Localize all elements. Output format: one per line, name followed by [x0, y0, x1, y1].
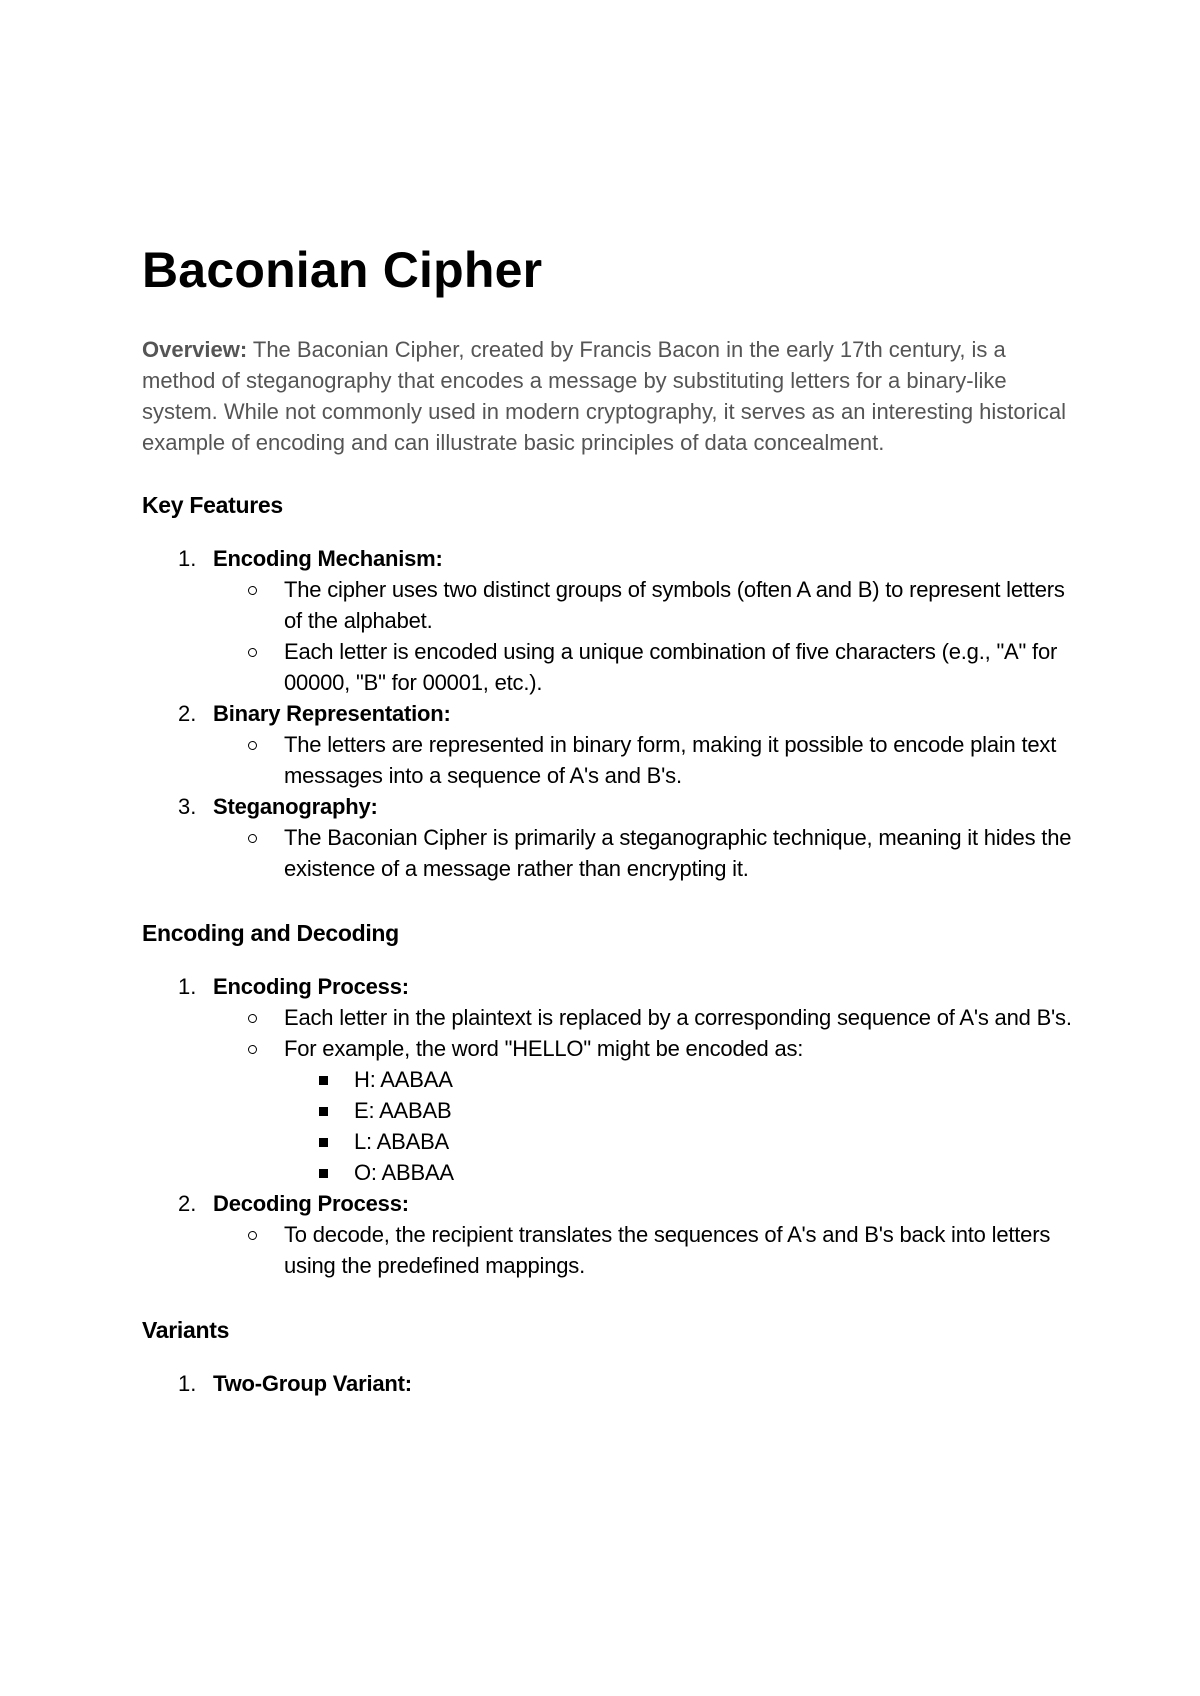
sub-list-item-text: To decode, the recipient translates the sequences of A's and B's back into letters using the predefined mappings. — [284, 1222, 1051, 1278]
list-number: 1. — [178, 546, 197, 571]
nested-list-item — [213, 1126, 1072, 1157]
sub-list — [213, 822, 1072, 884]
sub-list-item — [213, 636, 1072, 698]
hollow-circle-bullet-icon — [248, 834, 257, 843]
list-number: 3. — [178, 794, 197, 819]
section-heading: Variants — [142, 1317, 230, 1343]
list-item — [142, 698, 1072, 791]
list-item — [142, 1368, 1072, 1399]
section-heading: Key Features — [142, 492, 283, 518]
hollow-circle-bullet-icon — [248, 1231, 257, 1240]
list-number: 2. — [178, 1191, 197, 1216]
list-number: 2. — [178, 701, 197, 726]
square-bullet-icon — [319, 1107, 328, 1116]
sub-list-item-text: For example, the word "HELLO" might be encoded as: — [284, 1036, 804, 1061]
document-content — [142, 236, 1072, 1399]
sub-list-item-text: The Baconian Cipher is primarily a steganographic technique, meaning it hides the existence of a message rather than encrypting it. — [284, 825, 1072, 881]
sub-list — [213, 729, 1072, 791]
list-item-title: Two-Group Variant: — [213, 1371, 412, 1396]
sub-list-item — [213, 574, 1072, 636]
list-item-title: Encoding Process: — [213, 974, 409, 999]
nested-list-item — [213, 1157, 1072, 1188]
hollow-circle-bullet-icon — [248, 1014, 257, 1023]
sub-list — [213, 1002, 1072, 1188]
nested-sub-list — [284, 1064, 1072, 1188]
nested-list-item-text: H: AABAA — [354, 1067, 453, 1092]
sub-list-item — [213, 822, 1072, 884]
nested-list-item-text: O: ABBAA — [354, 1160, 454, 1185]
square-bullet-icon — [319, 1138, 328, 1147]
list-item-title: Steganography: — [213, 794, 378, 819]
sub-list-item — [213, 729, 1072, 791]
list-item — [142, 1188, 1072, 1281]
sub-list — [213, 1219, 1072, 1281]
hollow-circle-bullet-icon — [248, 1045, 257, 1054]
overview-paragraph — [142, 334, 1072, 458]
list-number: 1. — [178, 974, 197, 999]
numbered-list — [142, 971, 1072, 1281]
sub-list-item-text: The cipher uses two distinct groups of symbols (often A and B) to represent letters of the alphabet. — [284, 577, 1065, 633]
nested-list-item-text: E: AABAB — [354, 1098, 452, 1123]
sub-list-item — [213, 1219, 1072, 1281]
overview-text: The Baconian Cipher, created by Francis Bacon in the early 17th century, is a method of steganography that encodes a message by substituting letters for a binary-like system. While not commonly used in modern cryptography, it serves as an interesting historical example of encoding and can illustrate basic principles of data concealment. — [142, 337, 1066, 455]
numbered-list — [142, 543, 1072, 884]
sections-container — [142, 490, 1072, 1399]
hollow-circle-bullet-icon — [248, 741, 257, 750]
section-heading: Encoding and Decoding — [142, 920, 399, 946]
numbered-list — [142, 1368, 1072, 1399]
list-item — [142, 971, 1072, 1188]
nested-list-item — [213, 1064, 1072, 1095]
nested-list-item — [213, 1095, 1072, 1126]
nested-list-item-text: L: ABABA — [354, 1129, 450, 1154]
sub-list-item-text: Each letter in the plaintext is replaced by a corresponding sequence of A's and B's. — [284, 1005, 1072, 1030]
square-bullet-icon — [319, 1076, 328, 1085]
sub-list-item-text: Each letter is encoded using a unique combination of five characters (e.g., "A" for 00000, "B" for 00001, etc.). — [284, 639, 1058, 695]
sub-list — [213, 574, 1072, 698]
square-bullet-icon — [319, 1169, 328, 1178]
sub-list-item — [213, 1033, 1072, 1188]
list-item-title: Binary Representation: — [213, 701, 451, 726]
list-item — [142, 543, 1072, 698]
sub-list-item — [213, 1002, 1072, 1033]
sub-list-item-text: The letters are represented in binary form, making it possible to encode plain text messages into a sequence of A's and B's. — [284, 732, 1057, 788]
hollow-circle-bullet-icon — [248, 586, 257, 595]
list-item-title: Decoding Process: — [213, 1191, 409, 1216]
list-number: 1. — [178, 1371, 197, 1396]
hollow-circle-bullet-icon — [248, 648, 257, 657]
document-title: Baconian Cipher — [142, 242, 543, 298]
list-item — [142, 791, 1072, 884]
list-item-title: Encoding Mechanism: — [213, 546, 443, 571]
overview-label: Overview: — [142, 337, 248, 362]
